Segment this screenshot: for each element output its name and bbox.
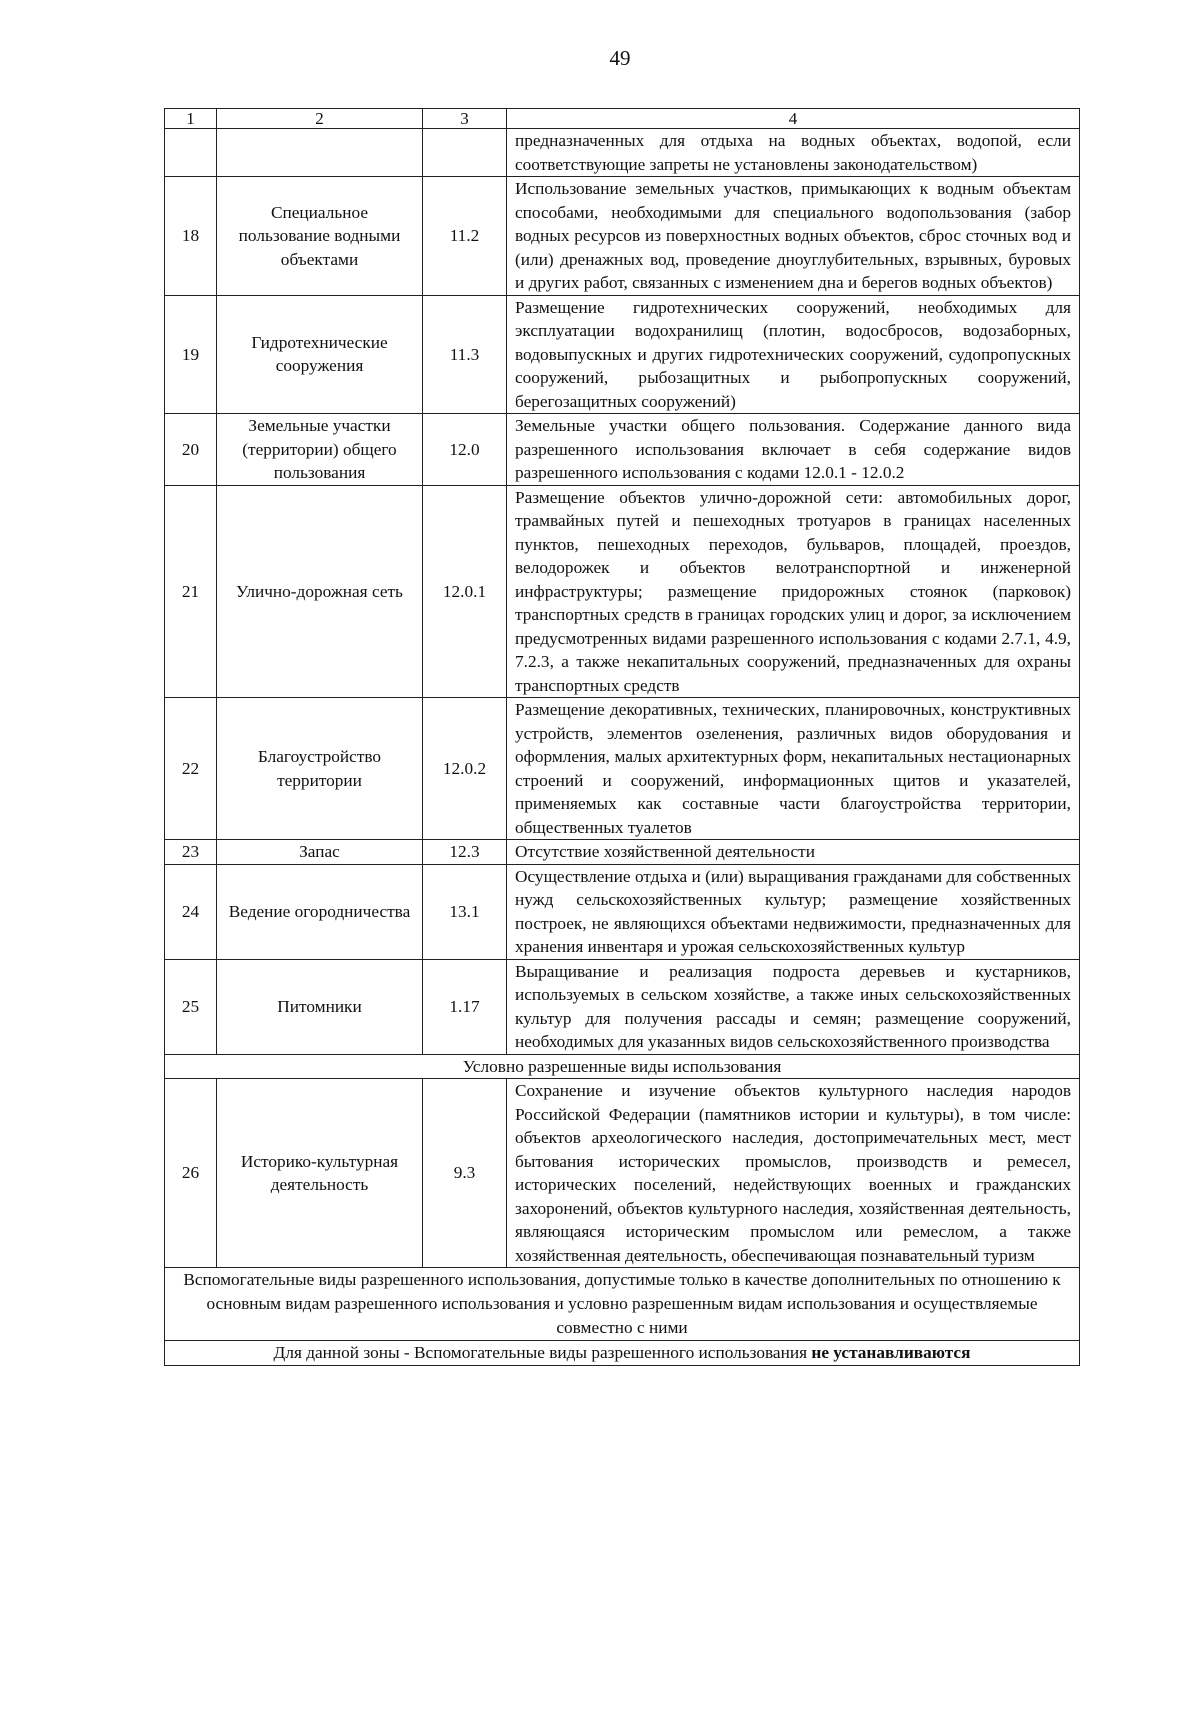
row-code: 9.3	[423, 1079, 507, 1268]
auxiliary-section-title: Вспомогательные виды разрешенного использования, допустимые только в качестве дополнительных по отношению к основным видам разрешенного использования и условно разрешенным видам использования и осуществляемые совместно с ними	[165, 1268, 1080, 1341]
row-name	[217, 129, 423, 177]
table-row	[165, 414, 1080, 486]
row-name: Благоустройство территории	[217, 698, 423, 840]
auxiliary-note-row	[165, 1341, 1080, 1366]
row-num: 21	[165, 485, 217, 698]
row-name: Ведение огородничества	[217, 864, 423, 959]
row-name: Историко-культурная деятельность	[217, 1079, 423, 1268]
row-name: Гидротехнические сооружения	[217, 295, 423, 414]
row-num: 18	[165, 177, 217, 296]
row-code: 12.3	[423, 840, 507, 865]
row-description: Сохранение и изучение объектов культурного наследия народов Российской Федерации (памятников истории и культуры), в том числе: объектов археологического наследия, достопримечательных мест, мест бытования исторических промыслов, производств и ремесел, исторических поселений, недействующих военных и гражданских захоронений, объектов культурного наследия, хозяйственная деятельность, являющаяся историческим промыслом или ремеслом, а также хозяйственная деятельность, обеспечивающая познавательный туризм	[507, 1079, 1080, 1268]
table-row	[165, 864, 1080, 959]
row-num: 20	[165, 414, 217, 486]
table-row	[165, 959, 1080, 1054]
row-name: Питомники	[217, 959, 423, 1054]
table-row-continuation	[165, 129, 1080, 177]
section-row-conditional	[165, 1054, 1080, 1079]
row-code: 12.0	[423, 414, 507, 486]
table-row	[165, 295, 1080, 414]
table-row	[165, 177, 1080, 296]
table-row	[165, 1079, 1080, 1268]
table-header-row	[165, 109, 1080, 129]
column-header-3: 3	[423, 109, 507, 129]
row-code: 12.0.2	[423, 698, 507, 840]
auxiliary-note-emphasis: не устанавливаются	[811, 1343, 971, 1362]
conditional-section-title: Условно разрешенные виды использования	[165, 1054, 1080, 1079]
row-description: Выращивание и реализация подроста деревьев и кустарников, используемых в сельском хозяйстве, а также иных сельскохозяйственных культур для получения рассады и семян; размещение сооружений, необходимых для указанных видов сельскохозяйственного производства	[507, 959, 1080, 1054]
row-description: Осуществление отдыха и (или) выращивания гражданами для собственных нужд сельскохозяйственных культур; размещение хозяйственных построек, не являющихся объектами недвижимости, предназначенных для хранения инвентаря и урожая сельскохозяйственных культур	[507, 864, 1080, 959]
row-code: 11.3	[423, 295, 507, 414]
row-code: 11.2	[423, 177, 507, 296]
column-header-4: 4	[507, 109, 1080, 129]
row-description: Земельные участки общего пользования. Содержание данного вида разрешенного использования включает в себя содержание видов разрешенного использования с кодами 12.0.1 - 12.0.2	[507, 414, 1080, 486]
table-row	[165, 840, 1080, 865]
row-description: Размещение объектов улично-дорожной сети: автомобильных дорог, трамвайных путей и пешеходных тротуаров в границах населенных пунктов, пешеходных переходов, бульваров, площадей, проездов, велодорожек и объектов велотранспортной и инженерной инфраструктуры; размещение придорожных стоянок (парковок) транспортных средств в границах городских улиц и дорог, за исключением предусмотренных видами разрешенного использования с кодами 2.7.1, 4.9, 7.2.3, а также некапитальных сооружений, предназначенных для охраны транспортных средств	[507, 485, 1080, 698]
row-name: Запас	[217, 840, 423, 865]
row-num: 22	[165, 698, 217, 840]
row-description: Размещение декоративных, технических, планировочных, конструктивных устройств, элементов озеленения, различных видов оборудования и оформления, малых архитектурных форм, некапитальных нестационарных строений и сооружений, информационных щитов и указателей, применяемых как составные части благоустройства территории, общественных туалетов	[507, 698, 1080, 840]
row-description: Отсутствие хозяйственной деятельности	[507, 840, 1080, 865]
auxiliary-note-text: Для данной зоны - Вспомогательные виды разрешенного использования	[273, 1343, 812, 1362]
table-row	[165, 485, 1080, 698]
table-row	[165, 698, 1080, 840]
row-description: Использование земельных участков, примыкающих к водным объектам способами, необходимыми для специального водопользования (забор водных ресурсов из поверхностных водных объектов, сброс сточных вод и (или) дренажных вод, проведение дноуглубительных, взрывных, буровых и других работ, связанных с изменением дна и берегов водных объектов)	[507, 177, 1080, 296]
row-num: 25	[165, 959, 217, 1054]
row-num: 23	[165, 840, 217, 865]
column-header-1: 1	[165, 109, 217, 129]
column-header-2: 2	[217, 109, 423, 129]
auxiliary-note	[165, 1341, 1080, 1366]
row-num: 26	[165, 1079, 217, 1268]
row-description: Размещение гидротехнических сооружений, необходимых для эксплуатации водохранилищ (плотин, водосбросов, водозаборных, водовыпускных и других гидротехнических сооружений, судопропускных сооружений, рыбозащитных и рыбопропускных сооружений, берегозащитных сооружений)	[507, 295, 1080, 414]
row-name: Улично-дорожная сеть	[217, 485, 423, 698]
row-num: 19	[165, 295, 217, 414]
row-code: 12.0.1	[423, 485, 507, 698]
section-row-auxiliary	[165, 1268, 1080, 1341]
row-code: 1.17	[423, 959, 507, 1054]
row-code	[423, 129, 507, 177]
row-description: предназначенных для отдыха на водных объектах, водопой, если соответствующие запреты не установлены законодательством)	[507, 129, 1080, 177]
row-name: Земельные участки (территории) общего пользования	[217, 414, 423, 486]
page-number: 49	[609, 46, 631, 70]
row-num	[165, 129, 217, 177]
land-use-table	[164, 108, 1080, 1366]
row-code: 13.1	[423, 864, 507, 959]
row-num: 24	[165, 864, 217, 959]
row-name: Специальное пользование водными объектами	[217, 177, 423, 296]
